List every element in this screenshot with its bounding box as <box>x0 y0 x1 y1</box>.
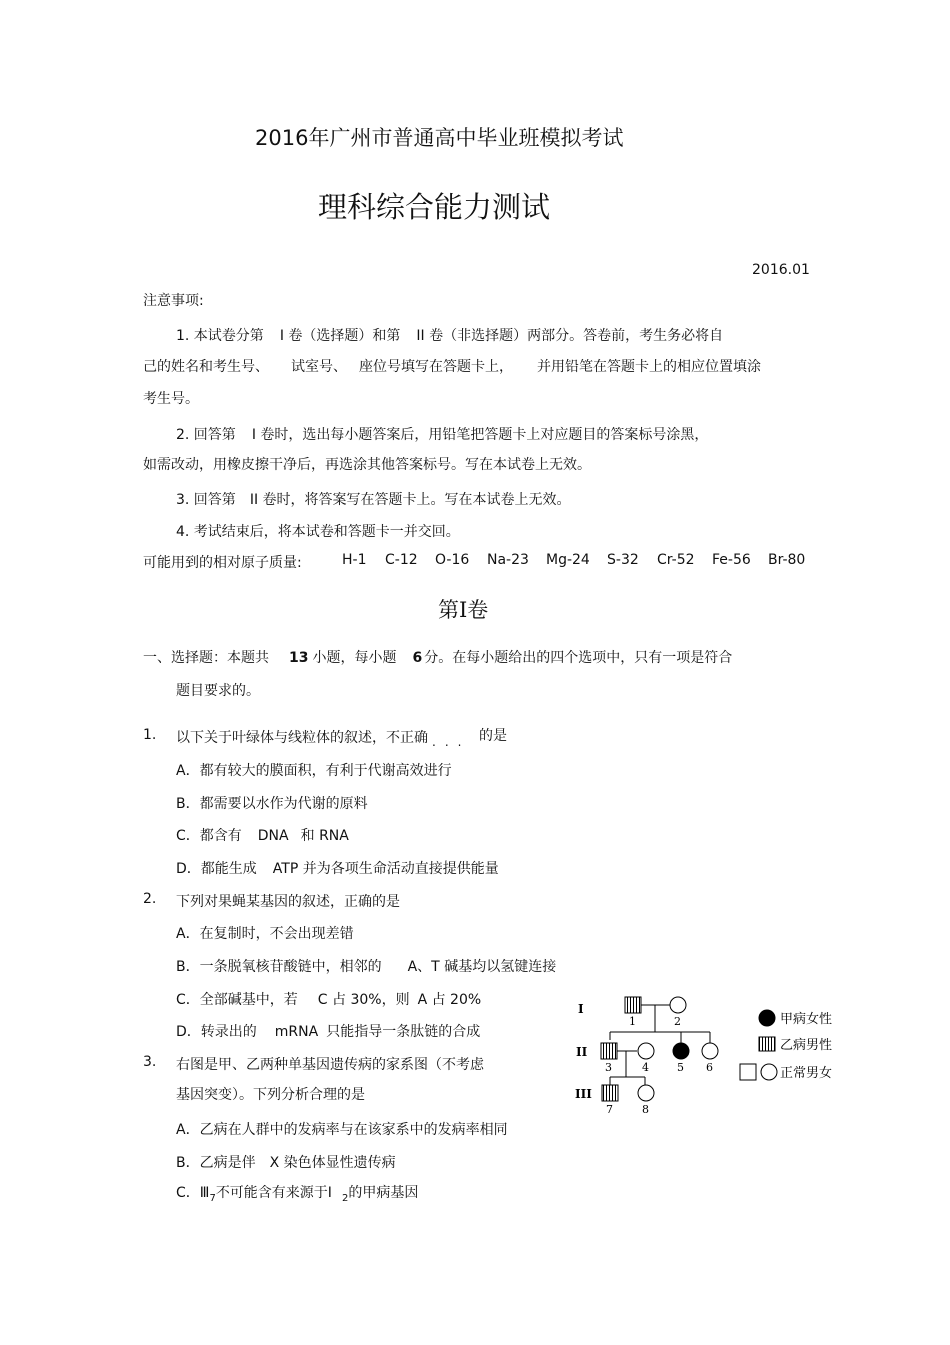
individual-1-affected-male-b <box>625 997 641 1013</box>
q1-stem-b: 的是 <box>479 728 507 744</box>
q1-stem <box>176 727 428 747</box>
q3-c-sub-2: 2 <box>341 1192 349 1204</box>
individual-8-normal-female <box>638 1085 654 1101</box>
q2-stem: 下列对果蝇某基因的叙述，正确的是 <box>176 894 400 910</box>
mass-cr: Cr-52 <box>657 552 695 568</box>
question-count: 13 <box>289 650 309 666</box>
note-1-line-3: 考生号。 <box>143 391 199 407</box>
note-2-part-b: I 卷时，选出每小题答案后，用铅笔把答题卡上对应题目的答案标号涂黑， <box>251 427 709 443</box>
q3-c-a: C．Ⅲ <box>176 1185 210 1201</box>
individual-8-label: 8 <box>642 1103 649 1116</box>
generation-label-i: I <box>578 1002 584 1016</box>
note-1-l2-c: 座位号填写在答题卡上， <box>359 359 513 375</box>
mass-na: Na-23 <box>487 552 529 568</box>
individual-6-normal-female <box>702 1043 718 1059</box>
note-2-line-1 <box>176 424 708 444</box>
exam-date: 2016.01 <box>752 262 810 278</box>
q2-number: 2. <box>143 891 157 907</box>
q2-d-b: mRNA <box>274 1024 319 1040</box>
individual-1-label: 1 <box>629 1015 636 1028</box>
q1-d-b: ATP 并为各项生命活动直接提供能量 <box>272 861 499 877</box>
individual-3-affected-male-b <box>601 1043 617 1059</box>
q3-stem-line-1: 右图是甲、乙两种单基因遗传病的家系图（不考虑 <box>176 1057 484 1073</box>
mass-c: C-12 <box>385 552 418 568</box>
note-1-part-c: II 卷（非选择题）两部分。答卷前，考生务必将自 <box>416 328 724 344</box>
q1-emphasis-dots: ... <box>432 735 471 749</box>
q2-b-a: B．一条脱氧核苷酸链中，相邻的 <box>176 959 382 975</box>
section-heading: 第Ⅰ卷 <box>438 598 489 622</box>
individual-2-normal-female <box>670 997 686 1013</box>
individual-3-label: 3 <box>605 1061 612 1074</box>
note-1-line-2 <box>143 356 761 376</box>
q1-c-c: 和 RNA <box>300 828 349 844</box>
q2-c-a: C．全部碱基中，若 <box>176 992 298 1008</box>
q1-c-a: C．都含有 <box>176 828 242 844</box>
atomic-masses-label: 可能用到的相对原子质量: <box>143 555 302 571</box>
intro-part-a: 一、选择题：本题共 <box>143 650 269 666</box>
section-intro-line-1 <box>143 647 732 667</box>
legend-affected-female-a-label: 甲病女性 <box>780 1012 833 1027</box>
individual-7-affected-male-b <box>602 1085 618 1101</box>
note-4: 4. 考试结束后，将本试卷和答题卡一并交回。 <box>176 524 460 540</box>
q2-option-b <box>176 956 556 976</box>
q3-number: 3. <box>143 1054 157 1070</box>
note-2-part-a: 2. 回答第 <box>176 427 236 443</box>
notes-heading: 注意事项: <box>143 293 204 309</box>
individual-2-label: 2 <box>674 1015 681 1028</box>
note-1-l2-d: 并用铅笔在答题卡上的相应位置填涂 <box>537 359 761 375</box>
legend-normal-female-symbol <box>761 1064 777 1080</box>
note-3-part-a: 3. 回答第 <box>176 492 236 508</box>
q3-option-c <box>176 1182 418 1204</box>
q1-option-d <box>176 858 499 878</box>
q3-c-c: 的甲病基因 <box>348 1185 419 1201</box>
legend-affected-female-a-symbol <box>759 1010 775 1026</box>
q3-c-b: 不可能含有来源于Ⅰ <box>215 1185 332 1201</box>
legend-affected-male-b-symbol <box>759 1037 775 1051</box>
q1-d-a: D．都能生成 <box>176 861 257 877</box>
note-3 <box>176 489 571 509</box>
individual-4-label: 4 <box>642 1061 649 1074</box>
generation-label-ii: II <box>576 1045 588 1059</box>
exam-subtitle: 理科综合能力测试 <box>318 190 551 224</box>
q2-d-a: D．转录出的 <box>176 1024 257 1040</box>
note-3-part-b: II 卷时，将答案写在答题卡上。写在本试卷上无效。 <box>249 492 571 508</box>
mass-o: O-16 <box>435 552 470 568</box>
pedigree-diagram <box>560 985 850 1120</box>
q1-number: 1. <box>143 727 157 743</box>
exam-title: 2016年广州市普通高中毕业班模拟考试 <box>255 126 624 150</box>
mass-s: S-32 <box>607 552 639 568</box>
mass-fe: Fe-56 <box>712 552 751 568</box>
q2-option-c <box>176 989 481 1009</box>
individual-5-affected-female-a <box>673 1043 689 1059</box>
q2-option-d <box>176 1021 480 1041</box>
legend-affected-male-b-label: 乙病男性 <box>780 1038 833 1053</box>
q1-option-b: B．都需要以水作为代谢的原料 <box>176 796 368 812</box>
q3-option-b <box>176 1152 396 1172</box>
q2-c-b: C 占 30%，则 <box>317 992 410 1008</box>
generation-label-iii: III <box>575 1087 592 1101</box>
individual-6-label: 6 <box>706 1061 713 1074</box>
note-1-l2-b: 试室号、 <box>291 359 347 375</box>
individual-7-label: 7 <box>606 1103 613 1116</box>
q2-b-b: A、T 碱基均以氢键连接 <box>407 959 557 975</box>
q1-option-c <box>176 825 349 845</box>
q1-c-b: DNA <box>257 828 289 844</box>
mass-h: H-1 <box>342 552 367 568</box>
q1-option-a: A．都有较大的膜面积，有利于代谢高效进行 <box>176 763 452 779</box>
mass-br: Br-80 <box>768 552 806 568</box>
q3-option-a: A．乙病在人群中的发病率与在该家系中的发病率相同 <box>176 1122 508 1138</box>
note-1-part-a: 1. 本试卷分第 <box>176 328 264 344</box>
legend-normal-label: 正常男女 <box>780 1066 833 1081</box>
intro-part-b: 小题，每小题 <box>312 650 397 666</box>
note-2-line-2: 如需改动，用橡皮擦干净后，再选涂其他答案标号。写在本试卷上无效。 <box>143 457 591 473</box>
q3-c-sub-7: 7 <box>209 1192 216 1204</box>
legend-normal-male-symbol <box>740 1064 756 1080</box>
q3-b-b: X 染色体显性遗传病 <box>269 1155 396 1171</box>
q2-option-a: A．在复制时，不会出现差错 <box>176 926 354 942</box>
q2-d-c: 只能指导一条肽链的合成 <box>326 1024 481 1040</box>
note-1-line-1 <box>176 325 723 345</box>
points-per-question: 6 <box>412 650 423 666</box>
section-intro-line-2: 题目要求的。 <box>176 683 260 699</box>
intro-part-c: 分。在每小题给出的四个选项中，只有一项是符合 <box>424 650 733 666</box>
individual-4-normal-female <box>638 1043 654 1059</box>
mass-mg: Mg-24 <box>546 552 590 568</box>
note-1-l2-a: 己的姓名和考生号、 <box>143 359 269 375</box>
individual-5-label: 5 <box>677 1061 684 1074</box>
q1-stem-a: 以下关于叶绿体与线粒体的叙述，不正确 <box>176 730 428 746</box>
q3-stem-line-2: 基因突变）。下列分析合理的是 <box>176 1087 365 1103</box>
note-1-part-b: I 卷（选择题）和第 <box>279 328 401 344</box>
q2-c-c: A 占 20% <box>417 992 482 1008</box>
q3-b-a: B．乙病是伴 <box>176 1155 256 1171</box>
